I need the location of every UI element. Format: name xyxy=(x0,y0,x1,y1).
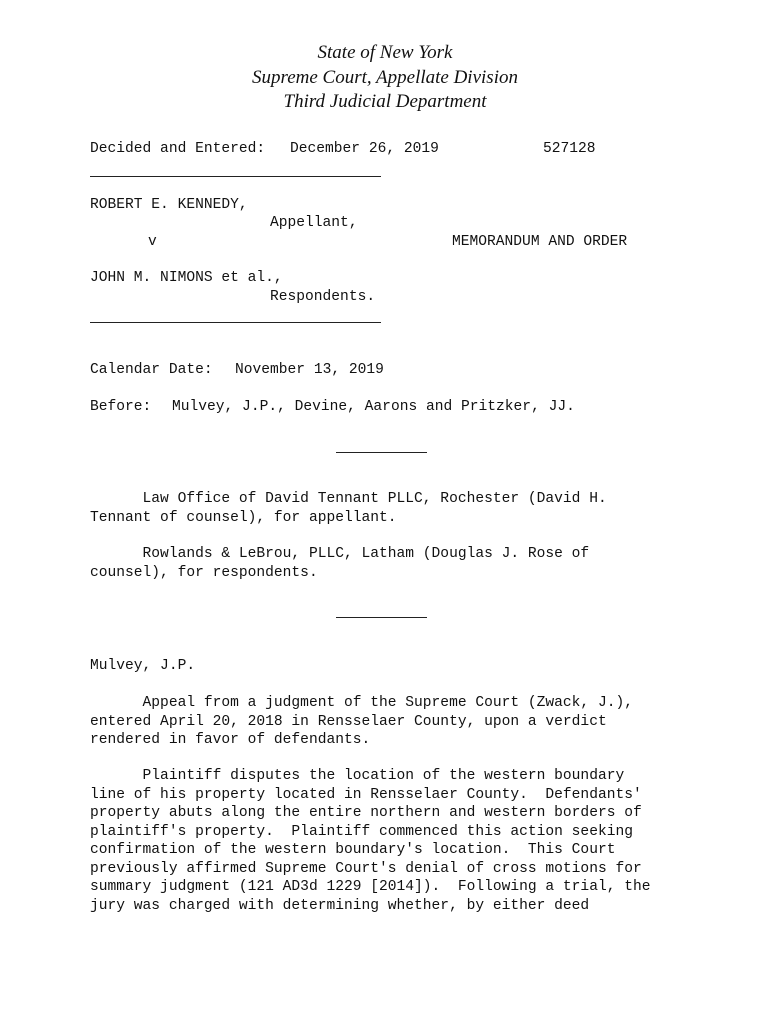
opinion-author: Mulvey, J.P. xyxy=(90,658,196,674)
defendant-name: JOHN M. NIMONS et al., xyxy=(90,270,283,286)
docket-number: 527128 xyxy=(543,141,596,157)
respondents-counsel: Rowlands & LeBrou, PLLC, Latham (Douglas J. Rose of counsel), for respondents. xyxy=(90,546,590,581)
before-label: Before: xyxy=(90,399,152,415)
decided-date: December 26, 2019 xyxy=(290,141,439,157)
appellant-counsel: Law Office of David Tennant PLLC, Rochester (David H. Tennant of counsel), for appellant. xyxy=(90,491,607,526)
section-divider xyxy=(336,617,427,618)
state-title: State of New York xyxy=(317,42,453,63)
department-title: Third Judicial Department xyxy=(283,91,487,112)
plaintiff-role: Appellant, xyxy=(270,215,358,231)
section-divider xyxy=(336,452,427,453)
opinion-paragraph: Plaintiff disputes the location of the western boundary line of his property located in Rensselaer County. Defendants' property abuts along the entire northern and western borders of plaintiff's property. Plaintiff commenced this action seeking confirmation of the western boundary's location. This Court previously affirmed Supreme Court's denial of cross motions for summary judgment (121 AD3d 1229 [2014]). Following a trial, the jury was charged with determining whether, by either deed xyxy=(90,768,651,914)
plaintiff-name: ROBERT E. KENNEDY, xyxy=(90,197,248,213)
caption-top-rule xyxy=(90,176,381,177)
calendar-label: Calendar Date: xyxy=(90,362,213,378)
opinion-paragraph: Appeal from a judgment of the Supreme Court (Zwack, J.), entered April 20, 2018 in Rensselaer County, upon a verdict rendered in favor of defendants. xyxy=(90,695,633,748)
panel-justices: Mulvey, J.P., Devine, Aarons and Pritzker, JJ. xyxy=(172,399,575,415)
caption-bottom-rule xyxy=(90,322,381,323)
versus: v xyxy=(148,234,157,250)
order-type: MEMORANDUM AND ORDER xyxy=(452,234,628,250)
calendar-date: November 13, 2019 xyxy=(235,362,384,378)
defendant-role: Respondents. xyxy=(270,289,376,305)
court-title: Supreme Court, Appellate Division xyxy=(252,67,518,88)
decided-label: Decided and Entered: xyxy=(90,141,266,157)
